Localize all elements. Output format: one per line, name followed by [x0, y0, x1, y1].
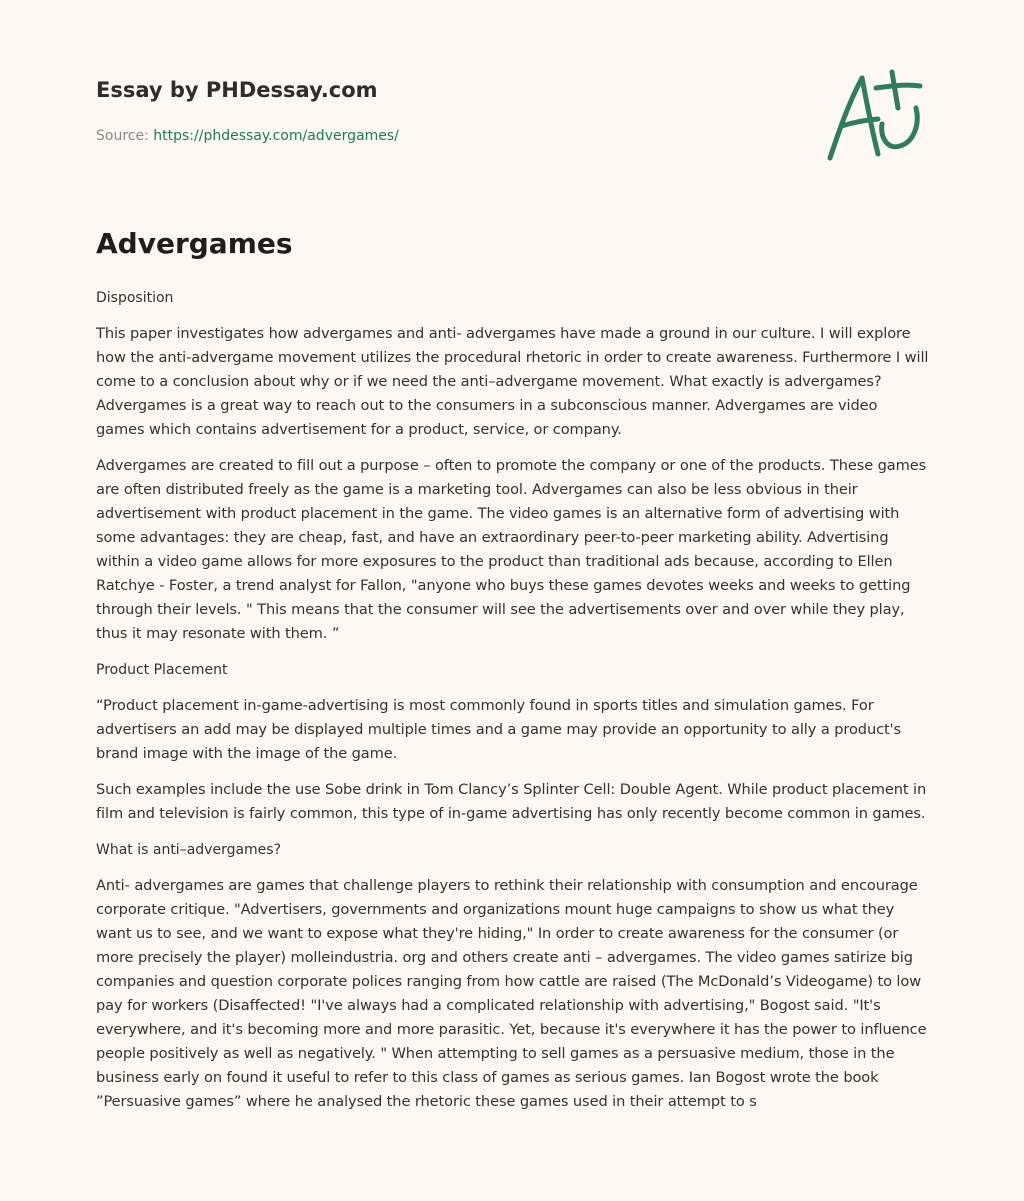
heading-anti-advergames: What is anti–advergames? [96, 842, 282, 858]
paragraph-5: Anti- advergames are games that challenge players to rethink their relationship with consumption and encourage corporate critique. "Advertisers, governments and organizations mount huge campaigns to show us what they want us to see, and we want to expose what they're hiding," In order to create awareness for the consumer (or more precisely the player) molleindustria. org and others create anti – advergames. The video games satirize big companies and question corporate polices ranging from how cattle are raised (The McDonald’s Videogame) to low pay for workers (Disaffected! "I've always had a complicated relationship with advertising," Bogost said. "It's everywhere, and it's becoming more and more parasitic. Yet, because it's everywhere it has the power to influence people positively as well as negatively. " When attempting to sell games as a persuasive medium, those in the business early on found it useful to refer to this class of games as serious games. Ian Bogost wrote the book ”Persuasive games” where he analysed the rhetoric these games used in their attempt to s [96, 877, 927, 1110]
source-link[interactable]: https://phdessay.com/advergames/ [153, 128, 399, 144]
paragraph-2: Advergames are created to fill out a purpose – often to promote the company or one of the products. These games are often distributed freely as the game is a marketing tool. Advergames can also be less obvious in their advertisement with product placement in the game. The video games is an alternative form of advertising with some advantages: they are cheap, fast, and have an extraordinary peer-to-peer marketing ability. Advertising within a video game allows for more exposures to the product than traditional ads because, according to Ellen Ratchye - Foster, a trend analyst for Fallon, "anyone who buys these games devotes weeks and weeks to getting through their levels. " This means that the consumer will see the advertisements over and over while they play, thus it may resonate with them. ” [96, 457, 927, 642]
source-line [96, 126, 796, 146]
paragraph-3: “Product placement in-game-advertising is most commonly found in sports titles and simulation games. For advertisers an add may be displayed multiple times and a game may provide an opportunity to ally a product's brand image with the image of the game. [96, 697, 902, 762]
heading-product-placement: Product Placement [96, 662, 228, 678]
heading-disposition: Disposition [96, 290, 174, 306]
header [96, 76, 796, 146]
a-plus-logo-icon[interactable] [820, 64, 930, 168]
source-label: Source: [96, 128, 154, 144]
paragraph-4: Such examples include the use Sobe drink in Tom Clancy’s Splinter Cell: Double Agent. While product placement in film and television is fairly common, this type of in-game advertising has only recently become common in games. [96, 781, 927, 822]
article [96, 224, 930, 1126]
site-title: Essay by PHDessay.com [96, 78, 378, 102]
article-title: Advergames [96, 227, 293, 260]
paragraph-1: This paper investigates how advergames and anti- advergames have made a ground in our culture. I will explore how the anti-advergame movement utilizes the procedural rhetoric in order to create awareness. Furthermore I will come to a conclusion about why or if we need the anti–advergame movement. What exactly is advergames? Advergames is a great way to reach out to the consumers in a subconscious manner. Advergames are video games which contains advertisement for a product, service, or company. [96, 325, 929, 438]
